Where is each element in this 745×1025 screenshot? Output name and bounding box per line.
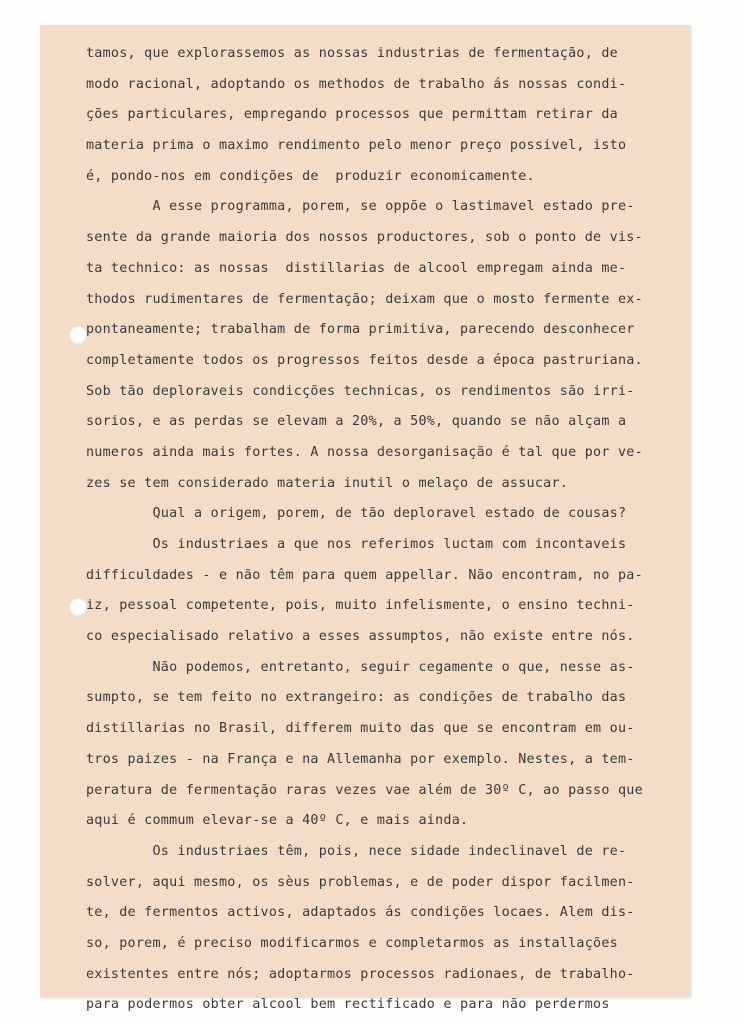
text-line: sumpto, se tem feito no extrangeiro: as condições de trabalho das [86, 690, 627, 706]
text-line: distillarias no Brasil, differem muito das que se encontram em ou- [86, 721, 635, 737]
text-line: modo racional, adoptando os methodos de trabalho ás nossas condi- [86, 76, 627, 92]
typewritten-page [40, 25, 690, 1013]
text-line: Não podemos, entretanto, seguir cegamente o que, nesse as- [86, 659, 635, 675]
text-line: Sob tão deploraveis condicções technicas, os rendimentos são irri- [86, 383, 635, 399]
text-line: co especialisado relativo a esses assumptos, não existe entre nós. [86, 629, 635, 645]
text-line: sente da grande maioria dos nossos productores, sob o ponto de vis- [86, 230, 643, 246]
text-line: so, porem, é preciso modificarmos e completarmos as installações [86, 935, 618, 951]
text-line: Qual a origem, porem, de tão deploravel estado de cousas? [86, 506, 627, 522]
text-line: Os industriaes têm, pois, nece sidade indeclinavel de re- [86, 843, 627, 859]
punch-hole [69, 598, 87, 616]
text-line: Os industriaes a que nos referimos luctam com incontaveis [86, 537, 627, 552]
text-line: numeros ainda mais fortes. A nossa desorganisação é tal que por ve- [86, 444, 643, 460]
text-line: completamente todos os progressos feitos desde a época pastruriana. [86, 352, 643, 368]
text-line: materia prima o maximo rendimento pelo menor preço possivel, isto [86, 138, 627, 154]
text-line: ções particulares, empregando processos que permittam retirar da [86, 107, 618, 123]
text-line: sorios, e as perdas se elevam a 20%, a 50%, quando se não alçam a [86, 414, 627, 430]
text-line: aqui é commum elevar-se a 40º C, e mais ainda. [86, 813, 469, 829]
body-text [86, 43, 686, 1025]
text-line: iz, pessoal competente, pois, muito infelismente, o ensino techni- [86, 598, 635, 614]
text-line: para podermos obter alcool bem rectificado e para não perdermos [86, 997, 610, 1013]
text-line: A esse programma, porem, se oppõe o lastimavel estado pre- [86, 199, 635, 215]
text-line: tros paizes - na França e na Allemanha por exemplo. Nestes, a tem- [86, 751, 635, 767]
text-line: thodos rudimentares de fermentação; deixam que o mosto fermente ex- [86, 291, 643, 307]
text-line: zes se tem considerado materia inutil o melaço de assucar. [86, 475, 569, 491]
text-line: difficuldades - e não têm para quem appellar. Não encontram, no pa- [86, 567, 643, 583]
punch-hole [69, 326, 87, 344]
text-line: é, pondo-nos em condições de produzir economicamente. [86, 168, 535, 184]
text-line: ta technico: as nossas distillarias de alcool empregam ainda me- [86, 260, 627, 276]
text-line: pontaneamente; trabalham de forma primitiva, parecendo desconhecer [86, 322, 635, 338]
text-line: peratura de fermentação raras vezes vae além de 30º C, ao passo que [86, 782, 643, 798]
text-line: tamos, que explorassemos as nossas industrias de fermentação, de [86, 46, 618, 61]
text-line: solver, aqui mesmo, os sèus problemas, e de poder dispor facilmen- [86, 874, 635, 890]
text-line: te, de fermentos activos, adaptados ás condições locaes. Alem dis- [86, 905, 635, 921]
text-line: existentes entre nós; adoptarmos processos radionaes, de trabalho- [86, 966, 635, 982]
